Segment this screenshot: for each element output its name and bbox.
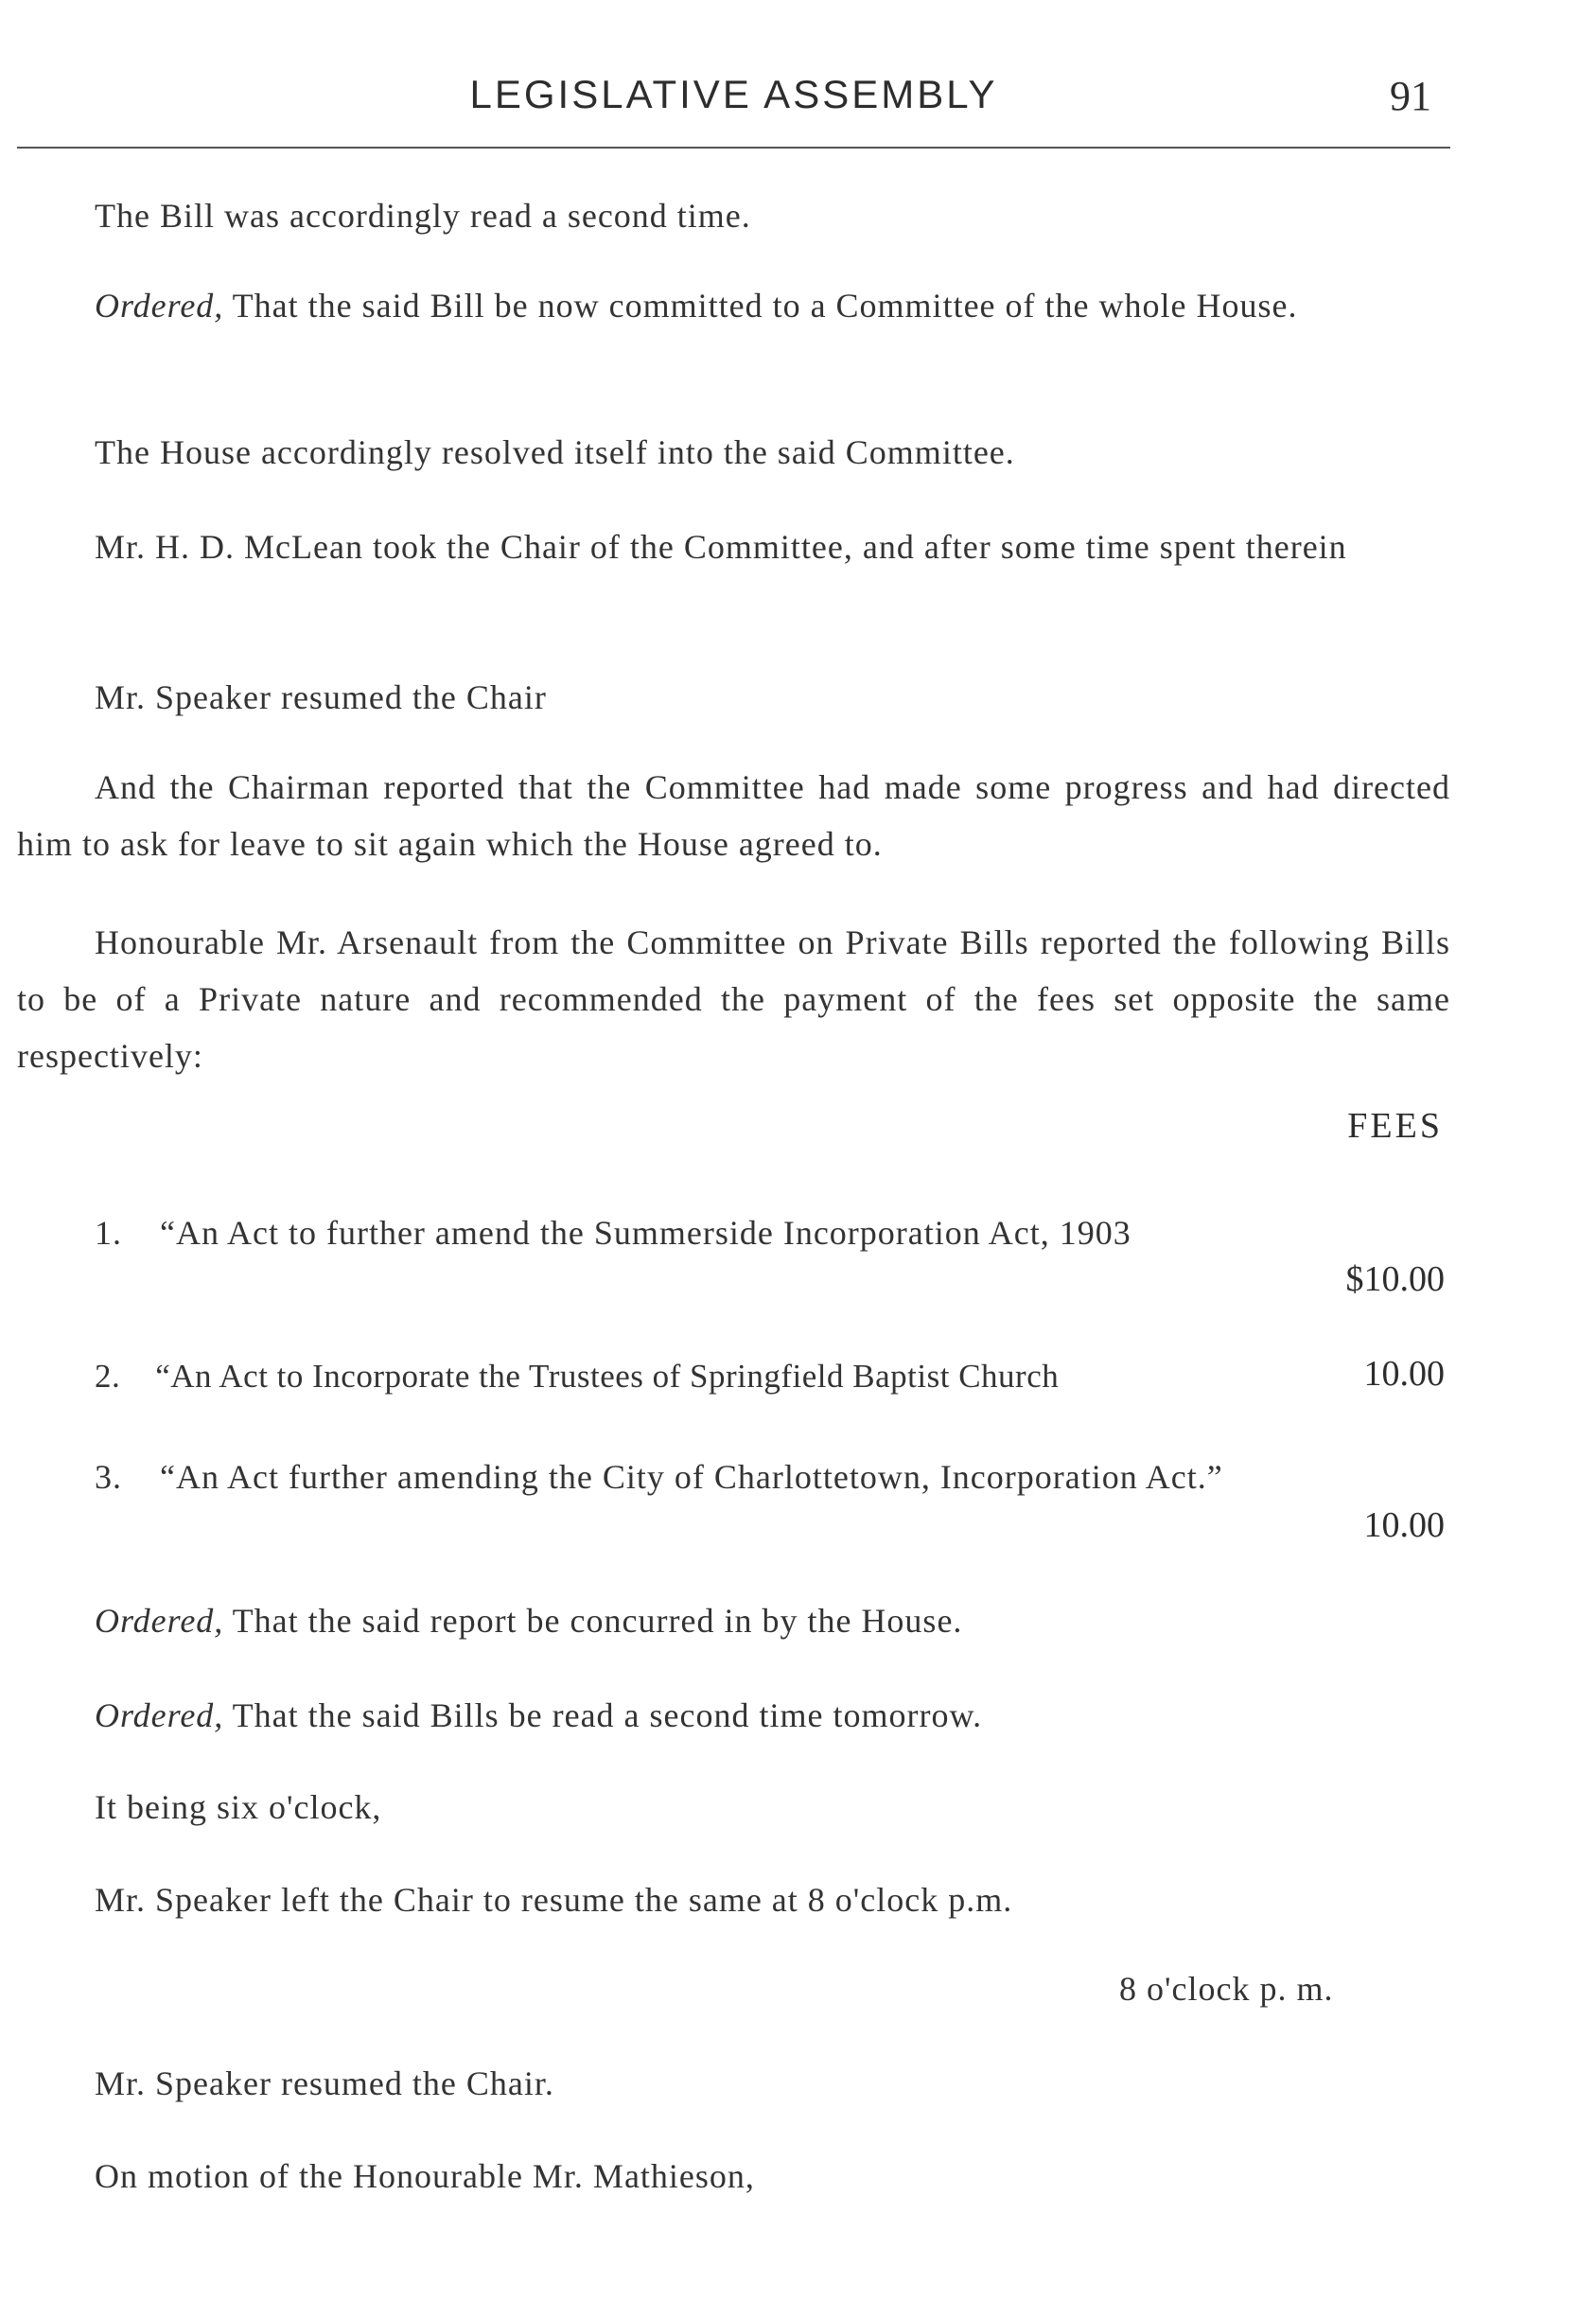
ordered-label: Ordered,	[95, 1696, 224, 1734]
time-heading: 8 o'clock p. m.	[1119, 1970, 1334, 2008]
page-number: 91	[1390, 73, 1431, 119]
ordered-label: Ordered,	[95, 287, 224, 325]
paragraph-six-oclock: It being six o'clock,	[95, 1788, 382, 1826]
paragraph-resolved: The House accordingly resolved itself into the said Committee.	[95, 433, 1015, 471]
paragraph-bills-second-reading	[95, 1687, 982, 1744]
paragraph-speaker-resumed: Mr. Speaker resumed the Chair	[95, 678, 547, 716]
fee-item-number: 2.	[95, 1358, 121, 1395]
fee-amount: $10.00	[1345, 1259, 1445, 1299]
fee-amount: 10.00	[1363, 1354, 1445, 1394]
paragraph-chair-taken: Mr. H. D. McLean took the Chair of the Committee, and after some time spent therein	[95, 528, 1347, 566]
fee-amount: 10.00	[1363, 1505, 1445, 1545]
paragraph-second-reading: The Bill was accordingly read a second time.	[95, 197, 751, 235]
fee-item-number: 3.	[95, 1458, 122, 1496]
fees-heading: FEES	[1347, 1106, 1443, 1146]
page-header	[17, 72, 1450, 129]
page-title: LEGISLATIVE ASSEMBLY	[469, 72, 998, 116]
fee-item-number: 1.	[95, 1214, 122, 1252]
paragraph-speaker-left: Mr. Speaker left the Chair to resume the same at 8 o'clock p.m.	[95, 1881, 1013, 1919]
fee-item	[17, 1204, 1323, 1261]
ordered-label: Ordered,	[95, 1602, 224, 1640]
fee-item	[95, 1348, 1059, 1405]
paragraph-private-bills: Honourable Mr. Arsenault from the Committee on Private Bills reported the following Bills to be of a Private nature and recommended the payment of the fees set opposite the same respectively:	[17, 923, 1450, 1075]
paragraph-report-concurred	[95, 1592, 962, 1649]
fee-item-text: “An Act further amending the City of Charlottetown, Incorporation Act.”	[160, 1458, 1223, 1496]
paragraph-committed	[17, 277, 1450, 334]
fee-item-text: “An Act to further amend the Summerside Incorporation Act, 1903	[160, 1214, 1131, 1252]
fee-item	[17, 1449, 1304, 1505]
paragraph-text: That the said report be concurred in by the House.	[223, 1602, 963, 1640]
fee-item-text: “An Act to Incorporate the Trustees of Springfield Baptist Church	[155, 1358, 1060, 1395]
paragraph-motion: On motion of the Honourable Mr. Mathieson,	[95, 2157, 755, 2195]
paragraph-chairman-report: And the Chairman reported that the Committee had made some progress and had directed him to ask for leave to sit again which the House agreed to.	[17, 768, 1450, 863]
header-rule	[17, 147, 1450, 149]
paragraph-text: That the said Bill be now committed to a Committee of the whole House.	[223, 287, 1298, 325]
paragraph-text: That the said Bills be read a second time tomorrow.	[223, 1696, 983, 1734]
paragraph-speaker-resumed-2: Mr. Speaker resumed the Chair.	[95, 2064, 554, 2102]
